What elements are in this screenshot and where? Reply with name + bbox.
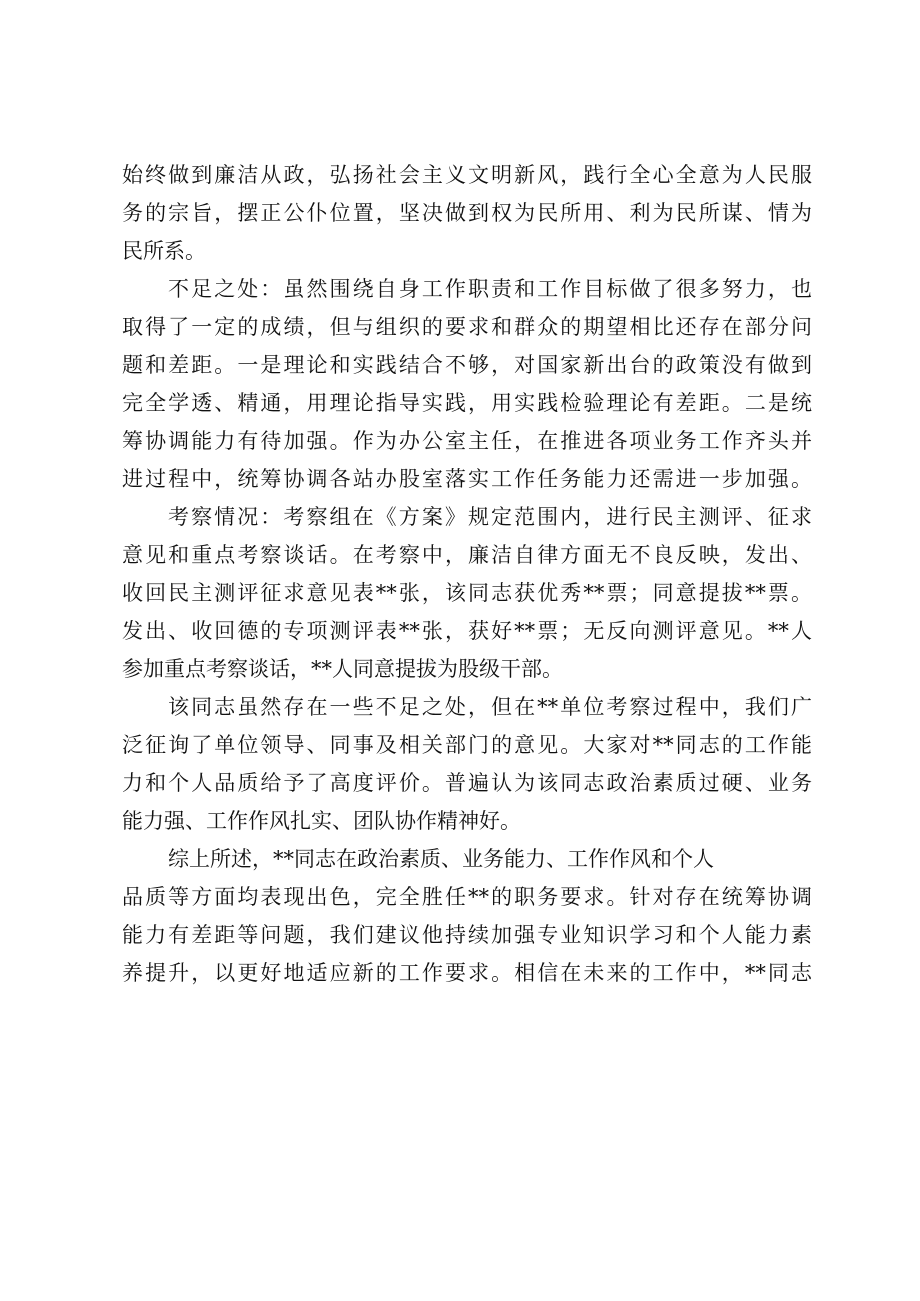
paragraph-2 — [122, 270, 812, 498]
text-line: 参加重点考察谈话，**人同意提拔为股级干部。 — [122, 657, 563, 681]
text-line: 考察情况：考察组在《方案》规定范围内，进行民主测评、征求 — [168, 505, 812, 529]
text-line: 收回民主测评征求意见表**张，该同志获优秀**票；同意提拔**票。 — [122, 581, 812, 605]
text-line: 始终做到廉洁从政，弘扬社会主义文明新风，践行全心全意为人民服 — [122, 163, 812, 187]
paragraph-3 — [122, 498, 812, 688]
text-line: 筹协调能力有待加强。作为办公室主任，在推进各项业务工作齐头并 — [122, 429, 812, 453]
paragraph-1 — [122, 156, 812, 270]
text-line: 该同志虽然存在一些不足之处，但在**单位考察过程中，我们广 — [168, 695, 812, 719]
text-line: 力和个人品质给予了高度评价。普遍认为该同志政治素质过硬、业务 — [122, 771, 812, 795]
text-line: 意见和重点考察谈话。在考察中，廉洁自律方面无不良反映，发出、 — [122, 543, 812, 567]
text-line: 能力强、工作作风扎实、团队协作精神好。 — [122, 809, 521, 833]
text-line: 不足之处：虽然围绕自身工作职责和工作目标做了很多努力，也 — [168, 277, 812, 301]
text-line: 发出、收回德的专项测评表**张，获好**票；无反向测评意见。**人 — [122, 619, 812, 643]
text-line: 泛征询了单位领导、同事及相关部门的意见。大家对**同志的工作能 — [122, 733, 812, 757]
text-line: 进过程中，统筹协调各站办股室落实工作任务能力还需进一步加强。 — [122, 467, 812, 491]
text-line: 养提升，以更好地适应新的工作要求。相信在未来的工作中，**同志 — [122, 961, 812, 985]
text-line: 完全学透、精通，用理论指导实践，用实践检验理论有差距。二是统 — [122, 391, 812, 415]
text-line: 题和差距。一是理论和实践结合不够，对国家新出台的政策没有做到 — [122, 353, 812, 377]
text-line: 能力有差距等问题，我们建议他持续加强专业知识学习和个人能力素 — [122, 923, 812, 947]
text-line: 品质等方面均表现出色，完全胜任**的职务要求。针对存在统筹协调 — [122, 885, 812, 909]
text-line: 务的宗旨，摆正公仆位置，坚决做到权为民所用、利为民所谋、情为 — [122, 201, 812, 225]
paragraph-5 — [122, 840, 812, 992]
paragraph-4 — [122, 688, 812, 840]
document-body — [122, 156, 812, 992]
text-line: 取得了一定的成绩，但与组织的要求和群众的期望相比还存在部分问 — [122, 315, 812, 339]
text-line: 民所系。 — [122, 239, 206, 263]
text-line: 综上所述，**同志在政治素质、业务能力、工作作风和个人 — [168, 847, 714, 871]
